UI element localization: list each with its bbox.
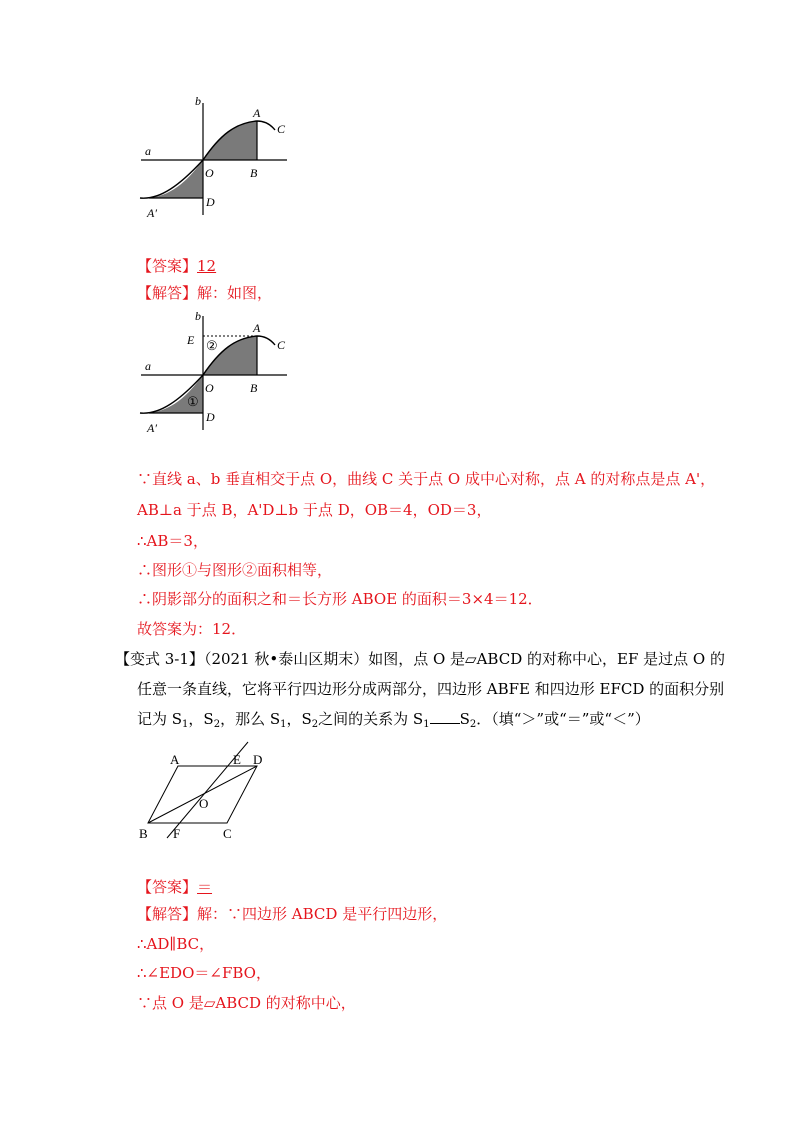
label-Aprime: A′ [147, 206, 157, 220]
label-A: A [253, 321, 261, 335]
label-O: O [205, 381, 214, 395]
solution-intro: 解：如图， [197, 284, 273, 302]
label-a: a [145, 144, 151, 158]
step-2: AB⊥a 于点 B，A'D⊥b 于点 D，OB＝4，OD＝3， [137, 501, 492, 519]
solution-line-1 [137, 282, 272, 304]
q-text-c: ，那么 S [220, 710, 281, 728]
label-A: A [170, 752, 180, 767]
solution2-line-3: ∵点 O 是▱ABCD 的对称中心， [137, 994, 356, 1012]
sub-1b: 1 [280, 719, 287, 730]
solution-tag: 【解答】 [137, 284, 198, 302]
label-E: E [233, 752, 241, 767]
sub-1a: 1 [182, 719, 189, 730]
label-B: B [250, 381, 258, 395]
answer-tag-2: 【答案】 [137, 878, 198, 896]
solution-tag-2: 【解答】 [137, 905, 198, 923]
label-region-2: ② [206, 338, 218, 353]
answer-line-1 [137, 255, 216, 277]
sub-2b: 2 [311, 719, 319, 730]
solution2-line-2: ∴∠EDO＝∠FBO， [137, 964, 271, 982]
label-O: O [199, 796, 209, 811]
question-line-2: 任意一条直线，它将平行四边形分成两部分，四边形 ABFE 和四边形 EFCD 的面积分别 [137, 680, 725, 698]
question-tag: 【变式 3-1】 [115, 650, 204, 668]
diagonal-bd [148, 766, 257, 823]
question-text-1: （2021 秋•泰山区期末）如图，点 O 是▱ABCD 的对称中心，EF 是过点 O 的 [203, 650, 725, 668]
label-B: B [139, 826, 148, 841]
sub-2a: 2 [213, 719, 221, 730]
step-6: 故答案为：12． [137, 620, 247, 638]
label-C: C [277, 122, 286, 136]
label-B: B [250, 166, 258, 180]
question-line-1 [115, 648, 725, 670]
label-C: C [223, 826, 232, 841]
q-text-a: 记为 S [137, 710, 183, 728]
q-text-g: ．（填“＞”或“＝”或“＜”） [476, 710, 650, 728]
shaded-region-lower [149, 160, 203, 198]
shaded-region-upper [203, 121, 257, 160]
step-3: ∴AB＝3， [137, 532, 208, 550]
sub-1c: 1 [423, 719, 430, 730]
answer-value-2: ＝ [197, 878, 213, 896]
solution2-line-1: ∴AD∥BC， [137, 935, 215, 953]
answer-blank[interactable] [430, 711, 460, 724]
label-O: O [205, 166, 214, 180]
label-region-1: ① [187, 394, 199, 409]
solution2-line-0: 解：∵四边形 ABCD 是平行四边形， [197, 905, 448, 923]
label-Aprime: A′ [147, 421, 157, 435]
step-1: ∵直线 a、b 垂直相交于点 O，曲线 C 关于点 O 成中心对称，点 A 的对称点是点 A'， [137, 470, 716, 488]
label-a: a [145, 359, 151, 373]
solution-line-2 [137, 903, 447, 925]
step-4: ∴图形①与图形②面积相等， [137, 561, 333, 579]
label-b: b [195, 309, 201, 323]
question-line-3 [137, 708, 650, 736]
step-5: ∴阴影部分的面积之和＝长方形 ABOE 的面积＝3×4＝12． [137, 590, 543, 608]
q-text-f: S [459, 710, 470, 728]
figure-curve-solution [135, 308, 295, 443]
answer-tag: 【答案】 [137, 257, 198, 275]
label-D: D [206, 410, 215, 424]
q-text-d: ，S [286, 710, 312, 728]
answer-line-2 [137, 876, 212, 898]
label-A: A [253, 106, 261, 120]
label-F: F [173, 826, 181, 841]
sub-2c: 2 [469, 719, 477, 730]
answer-value: 12 [197, 257, 217, 275]
figure-curve-symmetry [135, 95, 295, 230]
label-D: D [253, 752, 263, 767]
label-b: b [195, 95, 201, 108]
label-C: C [277, 338, 286, 352]
figure-parallelogram [135, 738, 275, 848]
q-text-e: 之间的关系为 S [318, 710, 424, 728]
q-text-b: ，S [188, 710, 214, 728]
label-E: E [187, 333, 195, 347]
label-D: D [206, 195, 215, 209]
